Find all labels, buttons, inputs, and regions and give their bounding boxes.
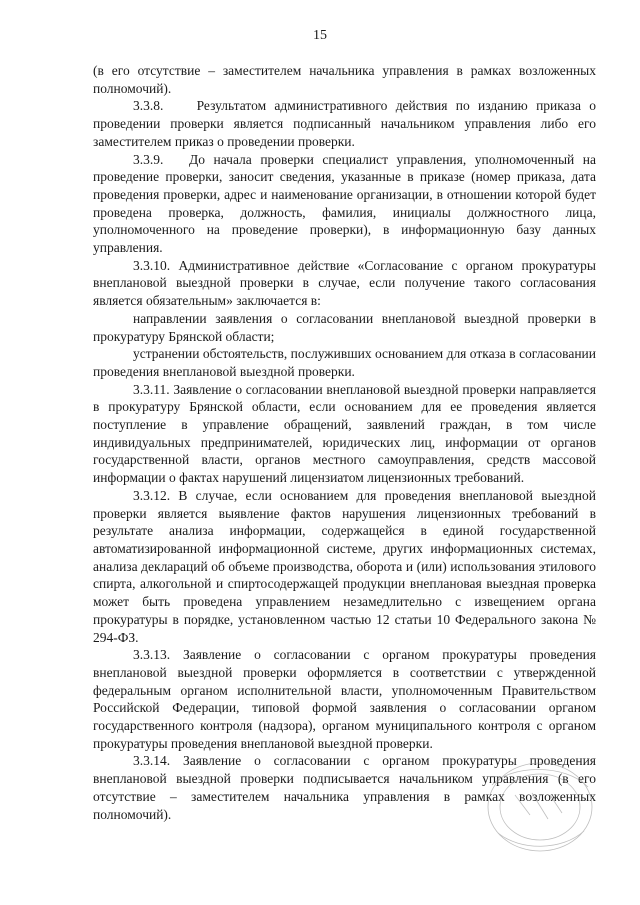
document-body [93,62,596,823]
list-item-direction: направлении заявления о согласовании внеплановой выездной проверки в прокуратуру Брянской области; [93,310,596,344]
paragraph-3-3-8: 3.3.8. Результатом административного действия по изданию приказа о проведении проверки является подписанный начальником управления либо его заместителем приказ о проведении проверки. [93,98,596,149]
paragraph-continuation: (в его отсутствие – заместителем начальника управления в рамках возложенных полномочий). [93,63,596,96]
page-number: 15 [313,28,327,43]
paragraph-3-3-12: 3.3.12. В случае, если основанием для проведения внеплановой выездной проверки является выявление фактов нарушения лицензионных требований в результате анализа информации, содержащейся в единой государственной автоматизированной информационной системе, других информационных системах, анализа деклараций об объеме производства, оборота и (или) использования этилового спирта, алкогольной и спиртосодержащей продукции внеплановая выездная проверка может быть проведена управлением незамедлительно с извещением органа прокуратуры в порядке, установленном частью 12 статьи 10 Федерального закона № 294-ФЗ. [93,487,596,645]
paragraph-3-3-13: 3.3.13. Заявление о согласовании с органом прокуратуры проведения внеплановой выездной проверки оформляется в соответствии с утвержденной федеральным органом исполнительной власти, уполномоченным Правительством Российской Федерации, типовой формой заявления о согласовании органом государственного контроля (надзора), органом муниципального контроля с органом прокуратуры проведения внеплановой выездной проверки. [93,647,596,751]
paragraph-3-3-14: 3.3.14. Заявление о согласовании с органом прокуратуры проведения внеплановой выездной проверки подписывается начальником управления (в его отсутствие – заместителем начальника управления в рамках возложенных полномочий). [93,753,596,822]
paragraph-3-3-10: 3.3.10. Административное действие «Согласование с органом прокуратуры внеплановой выездной проверки в случае, если получение такого согласования является обязательным» заключается в: [93,257,596,309]
paragraph-3-3-9: 3.3.9. До начала проверки специалист управления, уполномоченный на проведение проверки, заносит сведения, указанные в приказе (номер приказа, дата проведения проверки, адрес и наименование организации, в отношении которой будет проведена проверка, должность, фамилия, инициалы должностного лица, уполномоченного на проведение проверки), в информационную базу данных управления. [93,151,596,256]
list-item-elimination: устранении обстоятельств, послуживших основанием для отказа в согласовании проведения внеплановой выездной проверки. [93,346,596,379]
paragraph-3-3-11: 3.3.11. Заявление о согласовании внеплановой выездной проверки направляется в прокуратуру Брянской области, если основанием для ее проведения является поступление в управление обращений, заявлений граждан, в том числе индивидуальных предпринимателей, юридических лиц, информации от органов государственной власти, органов местного самоуправления, средств массовой информации о фактах нарушений лицензиатом лицензионных требований. [93,381,596,486]
